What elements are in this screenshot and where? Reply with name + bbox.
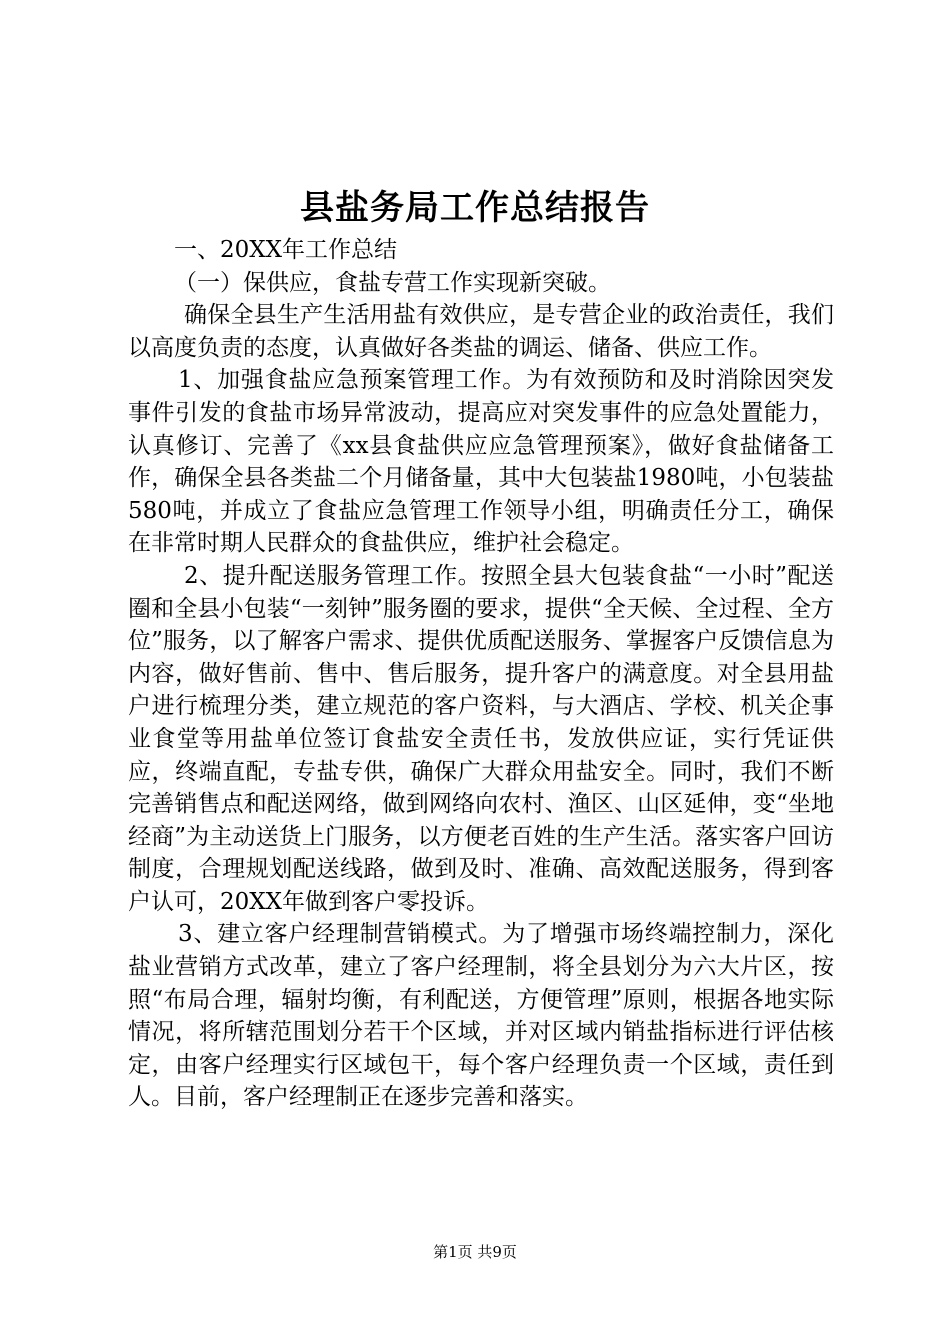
document-body xyxy=(128,234,834,1114)
body-paragraph: 1、加强食盐应急预案管理工作。为有效预防和及时消除因突发事件引发的食盐市场异常波动，提高应对突发事件的应急处置能力，认真修订、完善了《xx县食盐供应应急管理预案》，做好食盐储备工作，确保全县各类盐二个月储备量，其中大包装盐1980吨，小包装盐580吨，并成立了食盐应急管理工作领导小组，明确责任分工，确保在非常时期人民群众的食盐供应，维护社会稳定。 xyxy=(128,367,834,557)
body-paragraph: 3、建立客户经理制营销模式。为了增强市场终端控制力，深化盐业营销方式改革，建立了客户经理制，将全县划分为六大片区，按照“布局合理，辐射均衡，有利配送，方便管理”原则，根据各地实际情况，将所辖范围划分若干个区域，并对区域内销盐指标进行评估核定，由客户经理实行区域包干，每个客户经理负责一个区域，责任到人。目前，客户经理制正在逐步完善和落实。 xyxy=(128,921,834,1111)
body-paragraph: 2、提升配送服务管理工作。按照全县大包装食盐“一小时”配送圈和全县小包装“一刻钟”服务圈的要求，提供“全天候、全过程、全方位”服务，以了解客户需求、提供优质配送服务、掌握客户反馈信息为内容，做好售前、售中、售后服务，提升客户的满意度。对全县用盐户进行梳理分类，建立规范的客户资料，与大酒店、学校、机关企事业食堂等用盐单位签订食盐安全责任书，发放供应证，实行凭证供应，终端直配，专盐专供，确保广大群众用盐安全。同时，我们不断完善销售点和配送网络，做到网络向农村、渔区、山区延伸，变“坐地经商”为主动送货上门服务，以方便老百姓的生产生活。落实客户回访制度，合理规划配送线路，做到及时、准确、高效配送服务，得到客户认可，20XX年做到客户零投诉。 xyxy=(128,562,834,915)
section-heading: 一、20XX年工作总结 xyxy=(174,237,398,263)
document-title: 县盐务局工作总结报告 xyxy=(300,188,650,228)
body-paragraph: 确保全县生产生活用盐有效供应，是专营企业的政治责任，我们以高度负责的态度，认真做好各类盐的调运、储备、供应工作。 xyxy=(128,302,834,361)
subsection-heading: （一）保供应，食盐专营工作实现新突破。 xyxy=(174,269,611,296)
page-footer: 第1页 共9页 xyxy=(433,1243,517,1261)
